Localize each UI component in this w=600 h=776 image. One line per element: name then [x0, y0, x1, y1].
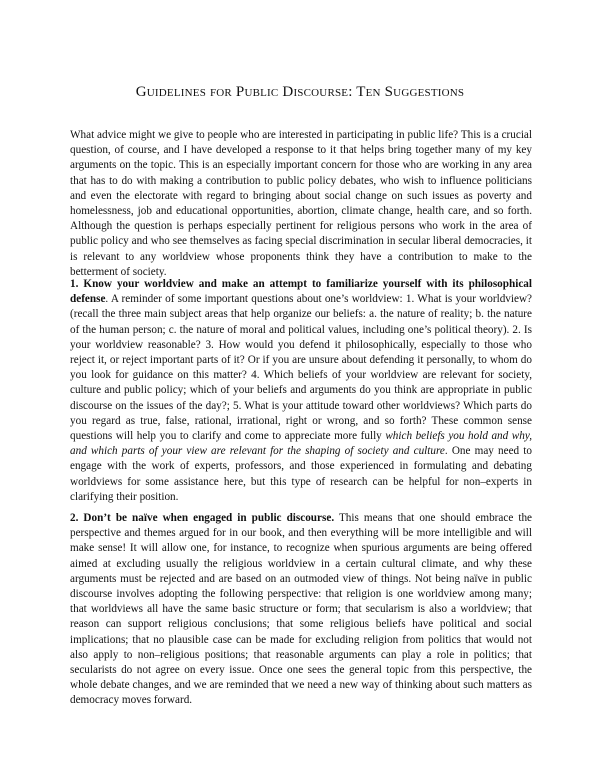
section-2-paragraph	[70, 511, 532, 709]
page-title: Guidelines for Public Discourse: Ten Suggestions	[135, 84, 465, 100]
section-1-text-b: . One may need to engage with the work of experts, professors, and those experienced in formulating and debating worldviews for some assistance here, but this type of research can be helpful for non–experts in clarifying their position.	[70, 445, 532, 503]
section-1-text-a: . A reminder of some important questions about one’s worldview: 1. What is your worldview? (recall the three main subject areas that help organize our beliefs: a. the nature of reality; b. the nature of the human person; c. the nature of moral and political values, including one’s political theory). 2. Is your worldview reasonable? 3. How would you defend it philosophically, especially to those who reject it, or reject important parts of it? Or if you are unsure about defending it personally, to whom do you look for guidance on this matter? 4. Which beliefs of your worldview are relevant for society, culture and public policy; which of your beliefs and arguments do you think are appropriate in public discourse on the issues of the day?; 5. What is your attitude toward other worldviews? Which parts do you regard as true, false, rational, irrational, right or wrong, and so forth? These common sense questions will help you to clarify and come to appreciate more fully	[70, 293, 532, 443]
section-2-text: This means that one should embrace the perspective and themes argued for in our book, and then everything will be more intelligible and will make sense! It will allow one, for instance, to recognize when spurious arguments are being offered aimed at excluding usually the religious worldview in a certain cultural climate, and why these arguments must be rejected and are based on an outmoded view of things. Not being naïve in public discourse involves adopting the following perspective: that religion is one worldview among many; that worldviews all have the same basic structure or form; that secularism is also a worldview; that reason can support religious conclusions; that some religious beliefs have political and social implications; that no plausible case can be made for excluding religion from politics that would not also apply to non–religious positions; that reasonable arguments can play a role in politics; that secularists do not agree on every issue. Once one sees the general topic from this perspective, the whole debate changes, and we are reminded that we need a new way of thinking about such matters as democracy moves forward.	[70, 512, 533, 707]
intro-paragraph: What advice might we give to people who are interested in participating in public life? This is a crucial question, of course, and I have developed a response to it that helps bring together many of my key arguments on the topic. This is an especially important concern for those who are working in any area that has to do with making a contribution to public policy debates, who wish to influence politicians and even the electorate with regard to bringing about social change on such issues as poverty and homelessness, job and educational opportunities, abortion, climate change, health care, and so forth. Although the question is perhaps especially pertinent for religious persons who work in the area of public policy and who see themselves as facing special discrimination in secular liberal democracies, it is relevant to any worldview whose proponents think they have a contribution to make to the betterment of society.	[70, 129, 532, 278]
section-1-emphasis: which beliefs you hold and why, and which parts of your view are relevant for the shaping of society and culture	[70, 430, 532, 458]
section-1-paragraph	[70, 277, 532, 505]
section-2-heading: 2. Don’t be naïve when engaged in public discourse.	[70, 512, 335, 524]
section-1-heading: 1. Know your worldview and make an attempt to familiarize yourself with its philosophical defense	[70, 278, 532, 306]
